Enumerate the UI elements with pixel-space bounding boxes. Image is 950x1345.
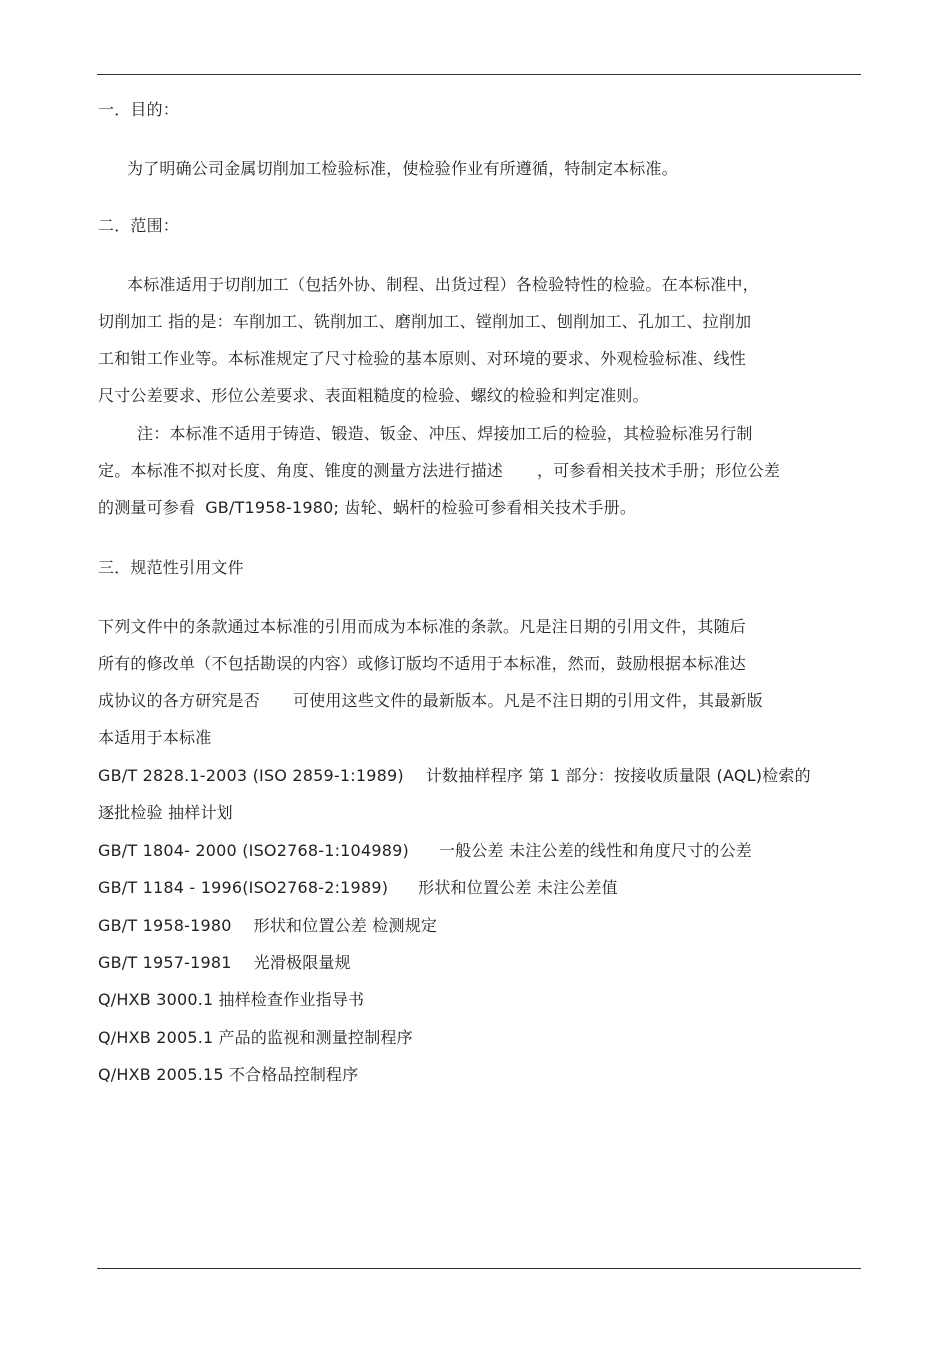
section-heading-purpose: 一．目的： — [98, 100, 180, 119]
reference-code: Q/HXB 3000.1 — [98, 990, 214, 1009]
scope-note-text: 的测量可参看 — [98, 498, 196, 517]
references-intro-line: 所有的修改单（不包括勘误的内容）或修订版均不适用于本标准，然而，鼓励根据本标准达 — [98, 654, 747, 673]
reference-code: GB/T 1957-1981 — [98, 953, 232, 972]
reference-item-continuation: 逐批检验 抽样计划 — [98, 803, 233, 822]
reference-title: 形状和位置公差 检测规定 — [253, 916, 438, 935]
scope-note-line: 注：本标准不适用于铸造、锻造、钣金、冲压、焊接加工后的检验，其检验标准另行制 — [137, 424, 753, 443]
reference-item — [98, 840, 752, 862]
header-rule — [97, 74, 861, 75]
scope-line: 本标准适用于切削加工（包括外协、制程、出货过程）各检验特性的检验。在本标准中， — [127, 275, 759, 294]
reference-title: 形状和位置公差 未注公差值 — [418, 878, 618, 897]
footer-rule — [97, 1268, 861, 1269]
reference-title: 一般公差 未注公差的线性和角度尺寸的公差 — [438, 841, 752, 860]
reference-item — [98, 877, 618, 899]
scope-line: 工和钳工作业等。本标准规定了尺寸检验的基本原则、对环境的要求、外观检验标准、线性 — [98, 349, 747, 368]
reference-item — [98, 1064, 358, 1086]
reference-title: 抽样检查作业指导书 — [218, 990, 365, 1009]
reference-title: 不合格品控制程序 — [228, 1065, 359, 1084]
scope-note-text: 定。本标准不拟对长度、角度、锥度的测量方法进行描述 — [98, 461, 504, 480]
section-heading-scope: 二．范围： — [98, 216, 180, 235]
reference-code: GB/T 1958-1980 — [98, 916, 232, 935]
scope-note-line — [98, 460, 780, 482]
references-intro-text: 可使用这些文件的最新版本。凡是不注日期的引用文件，其最新版 — [293, 691, 763, 710]
reference-code: Q/HXB 2005.1 — [98, 1028, 214, 1047]
reference-title: 产品的监视和测量控制程序 — [218, 1028, 413, 1047]
section-heading-references: 三．规范性引用文件 — [98, 558, 244, 577]
scope-note-line — [98, 497, 636, 519]
scope-line: 切削加工 指的是：车削加工、铣削加工、磨削加工、镗削加工、刨削加工、孔加工、拉削加 — [98, 312, 752, 331]
references-intro-line — [98, 690, 763, 712]
references-intro-line: 本适用于本标准 — [98, 728, 212, 747]
reference-code: GB/T 1184 - 1996(ISO2768-2:1989) — [98, 878, 389, 897]
scope-line: 尺寸公差要求、形位公差要求、表面粗糙度的检验、螺纹的检验和判定准则。 — [98, 386, 649, 405]
purpose-body: 为了明确公司金属切削加工检验标准，使检验作业有所遵循，特制定本标准。 — [127, 159, 678, 178]
scope-note-text: ，可参看相关技术手册；形位公差 — [537, 461, 781, 480]
reference-code: GB/T 1804- 2000 (ISO2768-1:104989) — [98, 841, 409, 860]
reference-item — [98, 989, 364, 1011]
references-intro-text: 成协议的各方研究是否 — [98, 691, 261, 710]
scope-note-text: GB/T1958-1980; 齿轮、蜗杆的检验可参看相关技术手册。 — [205, 498, 637, 517]
reference-item — [98, 1027, 413, 1049]
reference-code: Q/HXB 2005.15 — [98, 1065, 224, 1084]
reference-title: 光滑极限量规 — [253, 953, 351, 972]
reference-item — [98, 915, 437, 937]
reference-code: GB/T 2828.1-2003 (ISO 2859-1:1989) — [98, 766, 404, 785]
references-intro-line: 下列文件中的条款通过本标准的引用而成为本标准的条款。凡是注日期的引用文件，其随后 — [98, 617, 747, 636]
reference-item — [98, 765, 811, 787]
reference-item — [98, 952, 351, 974]
reference-title: 计数抽样程序 第 1 部分：按接收质量限 (AQL)检索的 — [425, 766, 811, 785]
